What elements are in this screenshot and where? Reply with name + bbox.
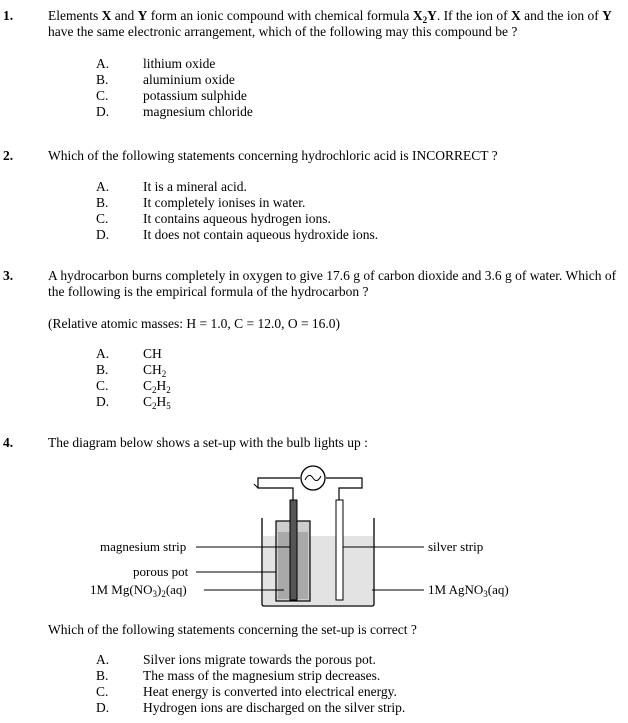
question-stem: A hydrocarbon burns completely in oxygen to give 17.6 g of carbon dioxide and 3.6 g of water. Which of the following is the empirical formula of the hydrocarbon ? [48,268,617,299]
option-a[interactable]: A. lithium oxide [96,56,216,71]
option-c[interactable]: C. potassium sulphide [96,88,247,103]
label-silver-strip: silver strip [428,539,484,554]
question-number: 4. [3,435,14,450]
relative-atomic-masses-note: (Relative atomic masses: H = 1.0, C = 12.0, O = 16.0) [48,316,341,331]
option-d[interactable]: D. Hydrogen ions are discharged on the silver strip. [96,700,406,715]
option-c[interactable]: C. It contains aqueous hydrogen ions. [96,211,331,226]
question-stem: Which of the following statements concerning hydrochloric acid is INCORRECT ? [48,148,498,163]
question-number: 2. [3,148,14,163]
question-follow-up: Which of the following statements concerning the set-up is correct ? [48,622,417,637]
option-b[interactable]: B. It completely ionises in water. [96,195,306,210]
question-stem: Elements X and Y form an ionic compound with chemical formula $X_2Y$. If the ion of X and the ion of Y have the same electronic arrangement, which of the following may this compound be ? [48,8,612,39]
option-b[interactable]: B. $CH_2$ [96,362,167,379]
question-stem: The diagram below shows a set-up with the bulb lights up : [48,435,368,450]
label-mg-solution: 1M $Mg(NO_3)_2(aq)$ [90,582,187,599]
option-b[interactable]: B. The mass of the magnesium strip decreases. [96,668,381,683]
option-d[interactable]: D. magnesium chloride [96,104,253,119]
option-c[interactable]: C. $C_2H_2$ [96,378,171,395]
silver-strip-electrode [336,500,343,600]
option-b[interactable]: B. aluminium oxide [96,72,235,87]
option-c[interactable]: C. Heat energy is converted into electrical energy. [96,684,397,699]
question-number: 1. [3,8,14,23]
option-a[interactable]: A. It is a mineral acid. [96,179,247,194]
option-a[interactable]: A. Silver ions migrate towards the porous pot. [96,652,376,667]
wire-right [326,478,362,500]
magnesium-strip-electrode [290,500,297,600]
label-porous-pot: porous pot [133,564,189,579]
wire-left [258,478,300,500]
option-d[interactable]: D. It does not contain aqueous hydroxide ions. [96,227,379,242]
option-a[interactable]: A. CH [96,346,162,361]
label-ag-solution: 1M AgNO$_3$(aq) [428,582,509,599]
option-d[interactable]: D. $C_2H_5$ [96,394,171,411]
question-number: 3. [3,268,14,283]
label-magnesium-strip: magnesium strip [100,539,187,554]
